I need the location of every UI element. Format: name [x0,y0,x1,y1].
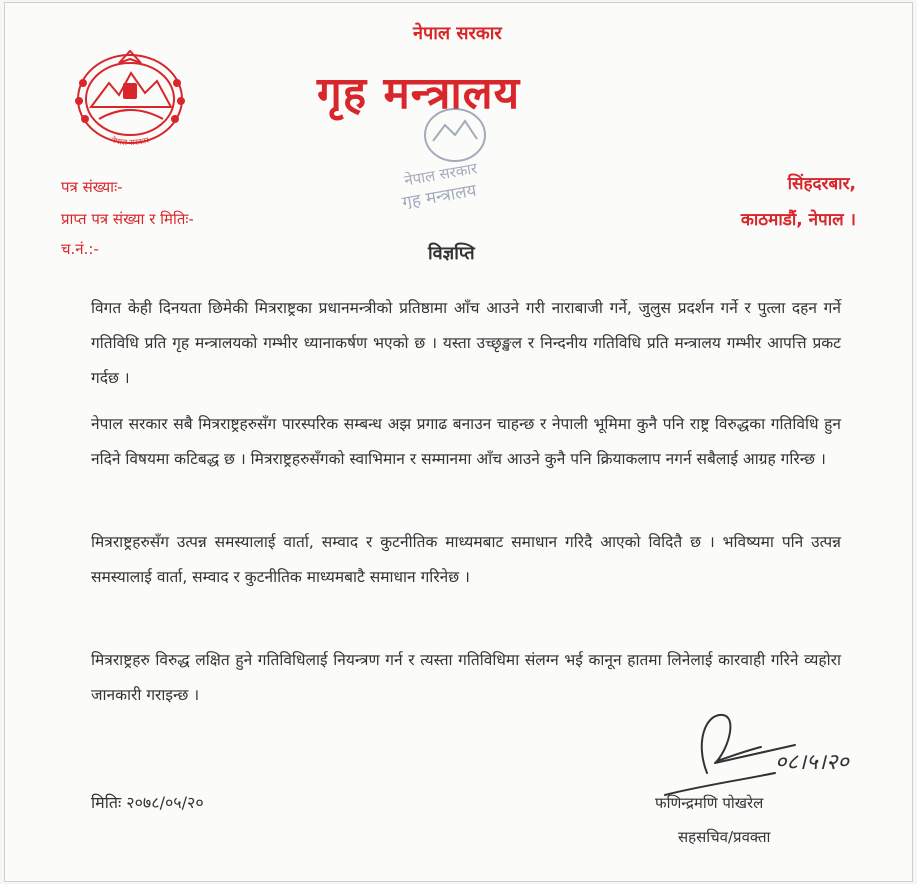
notice-paragraph-1: विगत केही दिनयता छिमेकी मित्रराष्ट्रका प्रधानमन्त्रीको प्रतिष्ठामा आँच आउने गरी नाराबाजी गर्ने, जुलुस प्रदर्शन गर्ने र पुत्ला दहन गर्ने गतिविधि प्रति गृह मन्त्रालयको गम्भीर ध्यानाकर्षण भएको छ । यस्ता उच्छृङ्खल र निन्दनीय गतिविधि प्रति मन्त्रालय गम्भीर आपत्ति प्रकट गर्दछ । [91,299,841,387]
nepal-emblem-icon [61,43,199,155]
location-line-1: सिंहदरबार, [787,174,856,194]
notice-paragraph-3: मित्रराष्ट्रहरुसँग उत्पन्न समस्यालाई वार्ता, सम्वाद र कुटनीतिक माध्यमबाट समाधान गरिदै आएको विदितै छ । भविष्यमा पनि उत्पन्न समस्यालाई वार्ता, सम्वाद र कुटनीतिक माध्यमबाटै समाधान गरिनेछ । [91,533,841,586]
svg-text:०८।५।२०: ०८।५।२० [775,750,849,775]
notice-title: विज्ञप्ति [428,243,475,264]
ministry-name: गृह मन्त्रालय [317,68,521,119]
notice-date: मितिः २०७८/०५/२० [91,793,204,812]
received-letter-label: प्राप्त पत्र संख्या र मितिः- [61,210,194,228]
dispatch-number-label: च.नं.:- [61,240,99,258]
letter-number-label: पत्र संख्याः- [61,178,123,196]
ministry-stamp [385,99,535,209]
location-line-2: काठमाडौं, नेपाल । [740,210,856,230]
notice-paragraph-4: मित्रराष्ट्रहरु विरुद्ध लक्षित हुने गतिविधिलाई नियन्त्रण गर्न र त्यस्ता गतिविधिमा संलग्न भई कानून हातमा लिनेलाई कारवाही गरिने व्यहोरा जानकारी गराइन्छ । [91,651,841,704]
svg-text:गृह मन्त्रालय: गृह मन्त्रालय [400,180,478,209]
notice-page [4,2,913,882]
svg-text:नेपाल सरकार: नेपाल सरकार [110,135,150,148]
signatory-name: फणिन्द्रमणि पोखरेल [655,794,764,812]
government-name: नेपाल सरकार [413,23,502,44]
svg-text:नेपाल सरकार: नेपाल सरकार [402,159,479,190]
signatory-title: सहसचिव/प्रवक्ता [678,828,771,846]
notice-paragraph-2: नेपाल सरकार सबै मित्रराष्ट्रहरुसँग पारस्परिक सम्बन्ध अझ प्रगाढ बनाउन चाहन्छ र नेपाली भूमिमा कुनै पनि राष्ट्र विरुद्धका गतिविधि हुन नदिने विषयमा कटिबद्ध छ । मित्रराष्ट्रहरुसँगको स्वाभिमान र सम्मानमा आँच आउने कुनै पनि क्रियाकलाप नगर्न सबैलाई आग्रह गरिन्छ । [91,415,841,468]
